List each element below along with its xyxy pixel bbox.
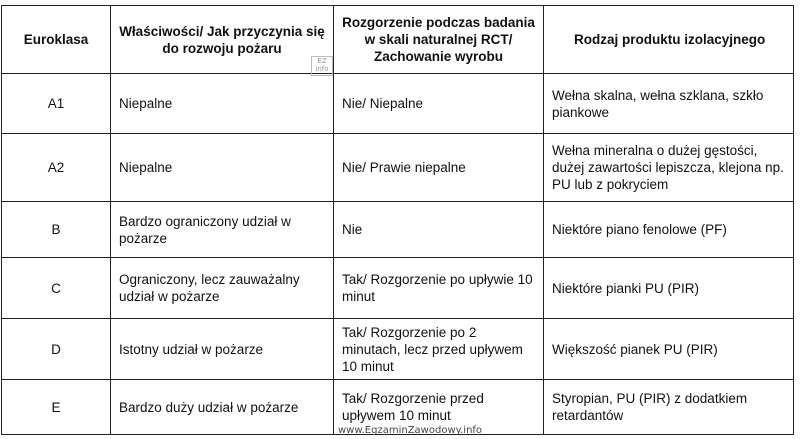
cell-properties: Ograniczony, lecz zauważalny udział w pożarze	[111, 258, 334, 319]
cell-properties: Bardzo duży udział w pożarze	[111, 380, 334, 435]
watermark-text: www.EgzaminZawodowy.info	[338, 425, 483, 436]
cell-flashover: Nie/ Niepalne	[334, 74, 544, 134]
cell-product: Wełna mineralna o dużej gęstości, dużej zawartości lepiszcza, klejona np. PU lub z pokryciem	[544, 134, 794, 202]
table-row	[2, 258, 794, 319]
cell-properties: Niepalne	[111, 74, 334, 134]
cell-product: Styropian, PU (PIR) z dodatkiem retardantów	[544, 380, 794, 435]
cell-euroclass: A1	[2, 74, 111, 134]
table-row	[2, 134, 794, 202]
cell-euroclass: C	[2, 258, 111, 319]
header-properties: Właściwości/ Jak przyczynia się do rozwoju pożaru	[111, 6, 334, 74]
cell-properties: Bardzo ograniczony udział w pożarze	[111, 202, 334, 258]
cell-euroclass: E	[2, 380, 111, 435]
cell-flashover: Nie	[334, 202, 544, 258]
cell-euroclass: A2	[2, 134, 111, 202]
cell-product: Większość pianek PU (PIR)	[544, 319, 794, 380]
table-row	[2, 202, 794, 258]
cell-flashover: Tak/ Rozgorzenie po upływie 10 minut	[334, 258, 544, 319]
cell-product: Niektóre pianki PU (PIR)	[544, 258, 794, 319]
cell-product: Niektóre piano fenolowe (PF)	[544, 202, 794, 258]
header-product-type: Rodzaj produktu izolacyjnego	[544, 6, 794, 74]
table-row	[2, 319, 794, 380]
header-flashover: Rozgorzenie podczas badania w skali naturalnej RCT/ Zachowanie wyrobu	[334, 6, 544, 74]
cell-flashover: Nie/ Prawie niepalne	[334, 134, 544, 202]
cell-euroclass: B	[2, 202, 111, 258]
cell-properties: Niepalne	[111, 134, 334, 202]
cell-product: Wełna skalna, wełna szklana, szkło piankowe	[544, 74, 794, 134]
table-row	[2, 74, 794, 134]
cell-euroclass: D	[2, 319, 111, 380]
logo-stamp-icon: EZ info	[311, 56, 333, 76]
cell-flashover: Tak/ Rozgorzenie po 2 minutach, lecz przed upływem 10 minut	[334, 319, 544, 380]
cell-flashover: Tak/ Rozgorzenie przed upływem 10 minut	[334, 380, 544, 435]
header-euroklasa: Euroklasa	[2, 6, 111, 74]
header-row	[2, 6, 794, 74]
euroclass-table	[1, 5, 794, 435]
cell-properties: Istotny udział w pożarze	[111, 319, 334, 380]
